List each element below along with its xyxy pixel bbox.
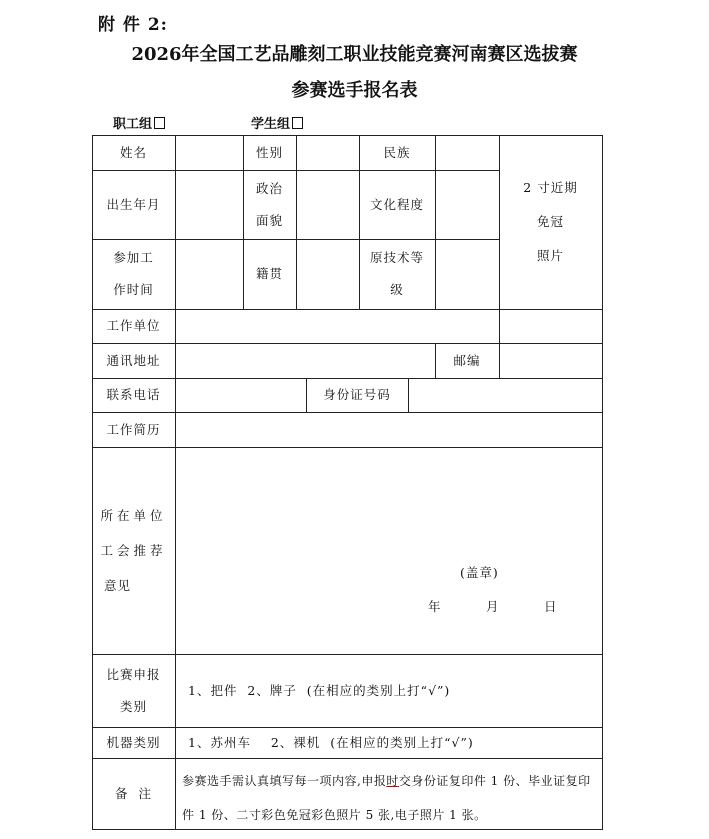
postcode-input[interactable] [500, 344, 602, 378]
union-opinion-input[interactable] [176, 448, 602, 654]
category-options[interactable]: 1、把件 2、牌子 (在相应的类别上打“√”) [188, 683, 451, 699]
machine-options[interactable]: 1、苏州车 2、裸机 (在相应的类别上打“√”) [188, 735, 474, 751]
worker-group-checkbox[interactable] [154, 117, 165, 129]
photo-label-line1: 2 寸近期 [523, 180, 578, 195]
education-input[interactable] [436, 171, 499, 239]
gender-input[interactable] [297, 136, 359, 170]
photo-label-line2: 免冠 [536, 214, 564, 229]
political-input[interactable] [297, 171, 359, 239]
join-work-input[interactable] [176, 240, 243, 309]
day-label: 日 [544, 599, 558, 614]
resume-label: 工作简历 [106, 421, 161, 437]
seal-label: (盖章) [460, 565, 499, 580]
photo-area[interactable] [499, 135, 602, 309]
id-number-input[interactable] [409, 379, 602, 412]
join-work-label: 参加工 作时间 [113, 250, 154, 297]
skill-level-input[interactable] [436, 240, 499, 309]
education-label: 文化程度 [369, 196, 424, 212]
ethnicity-label: 民族 [383, 144, 411, 160]
resume-input[interactable] [176, 413, 602, 447]
form-title: 2026年全国工艺品雕刻工职业技能竞赛河南赛区选拔赛 [131, 44, 578, 65]
attachment-label: 附 件 2: [98, 15, 168, 35]
student-group-option[interactable]: 学生组 [251, 113, 303, 132]
name-label: 姓名 [119, 144, 147, 160]
birth-label: 出生年月 [106, 196, 161, 212]
year-label: 年 [428, 599, 442, 614]
month-label: 月 [486, 599, 500, 614]
birth-input[interactable] [176, 171, 243, 239]
skill-level-label: 原技术等 级 [369, 250, 424, 297]
employer-label: 工作单位 [106, 318, 161, 334]
machine-label: 机器类别 [106, 734, 161, 750]
ethnicity-input[interactable] [436, 136, 499, 170]
postcode-label: 邮编 [453, 352, 481, 368]
name-input[interactable] [176, 136, 243, 170]
category-label: 比赛申报 类别 [106, 666, 161, 714]
phone-label: 联系电话 [106, 387, 161, 403]
native-label: 籍贯 [255, 266, 283, 282]
union-opinion-label: 所在单位 工会推荐 意见 [100, 508, 167, 593]
photo-label-line3: 照片 [536, 248, 564, 263]
gender-label: 性别 [255, 144, 283, 160]
employer-input[interactable] [176, 310, 602, 343]
id-number-label: 身份证号码 [323, 387, 391, 403]
remarks-label: 备 注 [115, 785, 152, 801]
native-input[interactable] [297, 240, 359, 309]
student-group-checkbox[interactable] [292, 117, 303, 129]
political-label: 政治 面貌 [255, 180, 283, 228]
phone-input[interactable] [176, 379, 306, 412]
remarks-text: 参赛选手需认真填写每一项内容,申报时交身份证复印件 1 份、毕业证复印件 1 份、二寸彩色免冠彩色照片 5 张,电子照片 1 张。 [182, 774, 591, 822]
address-label: 通讯地址 [106, 352, 161, 368]
worker-group-option[interactable]: 职工组 [113, 113, 165, 132]
form-subtitle: 参赛选手报名表 [291, 80, 418, 101]
address-input[interactable] [176, 344, 435, 378]
